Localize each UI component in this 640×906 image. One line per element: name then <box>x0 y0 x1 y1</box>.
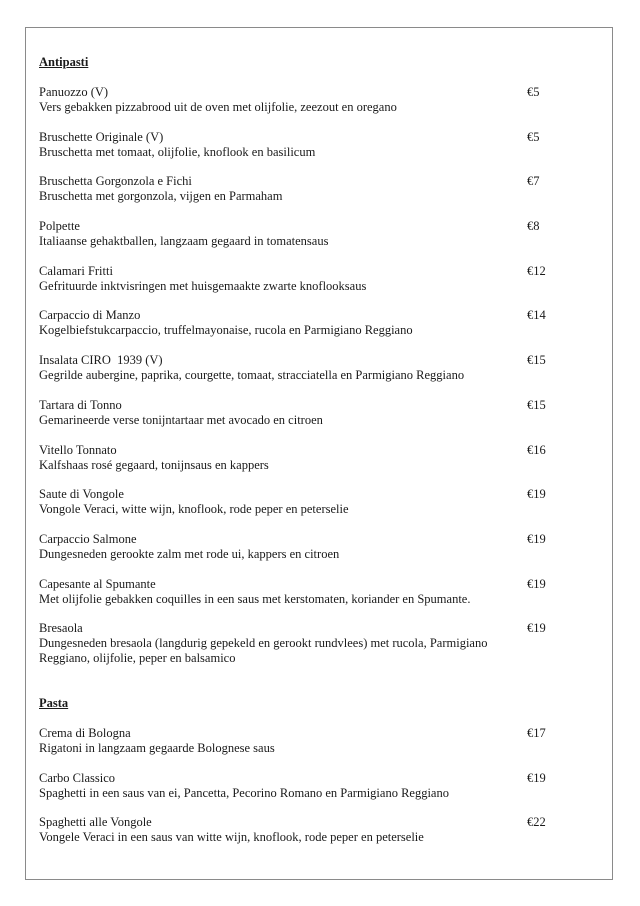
section-spacer <box>39 681 599 696</box>
item-name: Bruschette Originale (V) <box>39 129 164 144</box>
item-name: Crema di Bologna <box>39 725 131 740</box>
menu-item <box>39 353 599 383</box>
item-description: Kogelbiefstukcarpaccio, truffelmayonaise, rucola en Parmigiano Reggiano <box>39 323 413 338</box>
item-name: Panuozzo (V) <box>39 85 109 99</box>
section-title-pasta: Pasta <box>39 695 69 710</box>
item-name: Saute di Vongole <box>39 487 124 502</box>
item-price: €5 <box>527 85 540 99</box>
item-price: €15 <box>527 397 546 412</box>
menu-item <box>39 174 599 204</box>
menu-item <box>39 815 599 845</box>
menu-page <box>25 27 613 880</box>
item-price: €8 <box>527 219 540 234</box>
menu-item <box>39 621 599 666</box>
item-description: Vers gebakken pizzabrood uit de oven met olijfolie, zeezout en oregano <box>39 100 397 114</box>
item-name: Insalata CIRO 1939 (V) <box>39 353 163 368</box>
item-description: Vongele Veraci in een saus van witte wijn, knoflook, rode peper en peterselie <box>39 830 424 845</box>
item-description: Spaghetti in een saus van ei, Pancetta, Pecorino Romano en Parmigiano Reggiano <box>39 785 449 800</box>
item-price: €16 <box>527 442 546 457</box>
item-description: Gemarineerde verse tonijntartaar met avocado en citroen <box>39 412 323 427</box>
item-price: €19 <box>527 621 546 636</box>
item-price: €19 <box>527 770 546 785</box>
item-price: €19 <box>527 487 546 502</box>
menu-item <box>39 264 599 294</box>
item-name: Carbo Classico <box>39 770 116 785</box>
item-name: Bresaola <box>39 621 83 636</box>
menu-item <box>39 771 599 801</box>
item-price: €22 <box>527 815 546 830</box>
item-description: Dungesneden bresaola (langdurig gepekeld en gerookt rundvlees) met rucola, Parmigiano Reggiano, olijfolie, peper en balsamico <box>39 636 488 666</box>
item-name: Polpette <box>39 219 80 234</box>
menu-item <box>39 532 599 562</box>
menu-item <box>39 577 599 607</box>
menu-item <box>39 487 599 517</box>
item-description: Gefrituurde inktvisringen met huisgemaakte zwarte knoflooksaus <box>39 278 367 293</box>
item-name: Spaghetti alle Vongole <box>39 815 152 830</box>
item-price: €12 <box>527 263 546 278</box>
item-name: Carpaccio di Manzo <box>39 308 141 323</box>
item-name: Tartara di Tonno <box>39 397 122 412</box>
item-description: Met olijfolie gebakken coquilles in een saus met kerstomaten, koriander en Spumante. <box>39 591 471 606</box>
item-description: Bruschetta met gorgonzola, vijgen en Parmaham <box>39 189 283 204</box>
item-name: Calamari Fritti <box>39 263 113 278</box>
item-description: Rigatoni in langzaam gegaarde Bolognese saus <box>39 740 275 755</box>
item-price: €14 <box>527 308 546 323</box>
menu-item <box>39 726 599 756</box>
menu-item <box>39 308 599 338</box>
menu-item <box>39 219 599 249</box>
item-name: Vitello Tonnato <box>39 442 117 457</box>
item-name: Carpaccio Salmone <box>39 531 137 546</box>
item-description: Italiaanse gehaktballen, langzaam gegaard in tomatensaus <box>39 234 329 249</box>
item-price: €19 <box>527 576 546 591</box>
item-description: Bruschetta met tomaat, olijfolie, knoflook en basilicum <box>39 144 316 159</box>
item-description: Kalfshaas rosé gegaard, tonijnsaus en kappers <box>39 457 269 472</box>
item-name: Capesante al Spumante <box>39 576 156 591</box>
item-price: €5 <box>527 129 540 144</box>
menu-item <box>39 398 599 428</box>
item-description: Vongole Veraci, witte wijn, knoflook, rode peper en peterselie <box>39 502 349 517</box>
item-price: €17 <box>527 725 546 740</box>
item-price: €19 <box>527 531 546 546</box>
menu-item <box>39 443 599 473</box>
menu-item <box>39 130 599 160</box>
menu-content <box>39 55 599 860</box>
item-description: Dungesneden gerookte zalm met rode ui, kappers en citroen <box>39 546 340 561</box>
section-title-antipasti: Antipasti <box>39 55 89 69</box>
item-price: €7 <box>527 174 540 189</box>
item-price: €15 <box>527 353 546 368</box>
item-name: Bruschetta Gorgonzola e Fichi <box>39 174 192 189</box>
menu-item <box>39 85 599 115</box>
item-description: Gegrilde aubergine, paprika, courgette, tomaat, stracciatella en Parmigiano Reggiano <box>39 368 465 383</box>
